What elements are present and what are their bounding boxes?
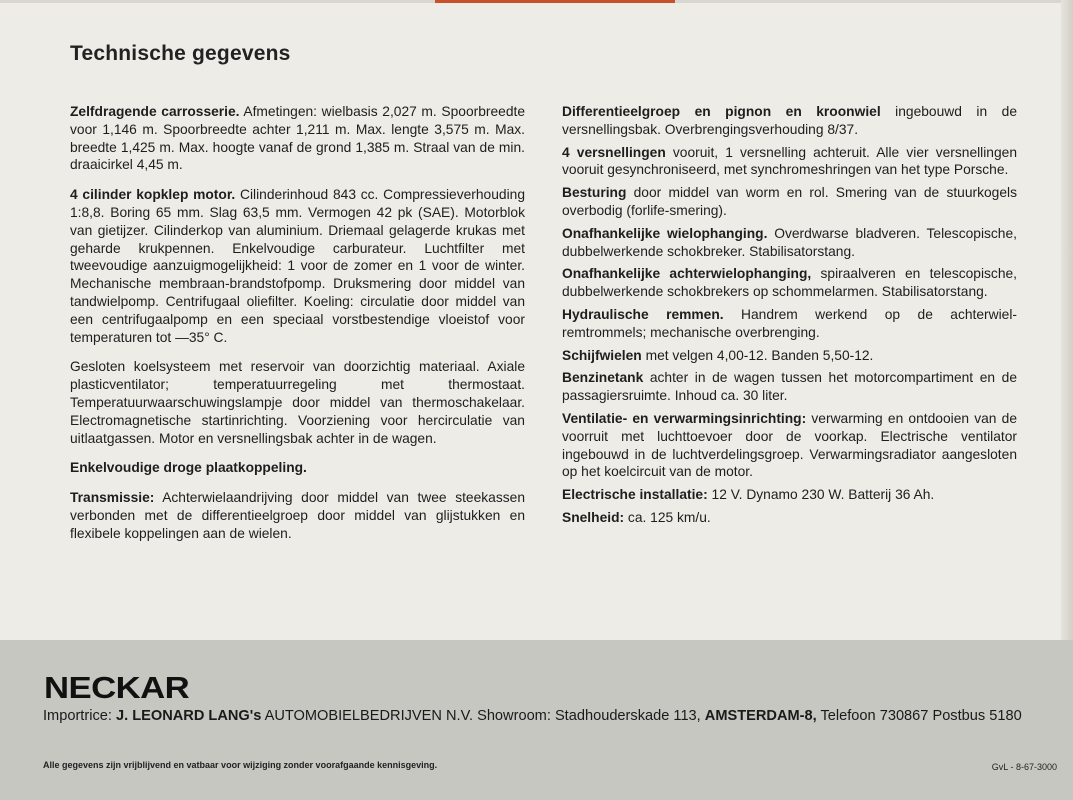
spec-paragraph xyxy=(70,459,525,477)
spec-heading: Onafhankelijke wielophanging. xyxy=(562,225,768,241)
spec-heading: 4 cilinder kopklep motor. xyxy=(70,187,236,203)
spec-heading: Transmissie: xyxy=(70,490,155,506)
spec-paragraph xyxy=(70,103,525,174)
spec-paragraph xyxy=(562,306,1017,342)
spec-paragraph xyxy=(562,347,1017,365)
spec-paragraph xyxy=(562,144,1017,180)
disclaimer-note: Alle gegevens zijn vrijblijvend en vatbaar voor wijziging zonder voorafgaande kennisgeving. xyxy=(43,760,438,770)
left-spec-column xyxy=(70,103,525,555)
spec-heading: Electrische installatie: xyxy=(562,487,708,503)
spec-heading: Zelfdragende carrosserie. xyxy=(70,104,240,119)
spec-text: door middel van worm en rol. Smering van de stuurkogels overbodig (forlife-smering). xyxy=(562,185,1017,218)
spec-text: Overdwarse bladveren. Telescopische, dubbelwerkende schokbreker. Stabilisatorstang. xyxy=(562,225,1017,259)
spec-text: Gesloten koelsysteem met reservoir van doorzichtig materiaal. Axiale plasticventilator; temperatuurregeling met thermostaat. Temperatuurwaarschuwingslampje door middel van thermoschakelaar. Electromagnetische startinrichting. Voorziening voor hercirculatie van uitlaatgassen. Motor en versnellingsbak achter in de wagen. xyxy=(70,359,525,446)
spec-text: Achterwielaandrijving door middel van twee steekassen verbonden met de differentieelgroep door middel van glijstukken en flexibele koppelingen aan de wielen. xyxy=(70,490,525,541)
spec-paragraph xyxy=(562,369,1017,405)
spec-text: 12 V. Dynamo 230 W. Batterij 36 Ah. xyxy=(707,487,935,503)
spec-text: spiraalveren en telescopische, dubbelwerkende schokbrekers op schommelarmen. Stabilisatorstang. xyxy=(562,266,1018,300)
spec-heading: Differentieelgroep en pignon en kroonwiel xyxy=(562,104,881,119)
spec-text: Cilinderinhoud 843 cc. Compressieverhouding 1:8,8. Boring 65 mm. Slag 63,5 mm. Vermogen 42 pk (SAE). Motorblok van gietijzer. Cilinderkop van aluminium. Driemaal gelagerde krukas met geharde krukpennen. Enkelvoudige carburateur. Luchtfilter met tweevoudige aanzuigmogelijkheid: 1 voor de zomer en 1 voor de winter. Mechanische membraan-brandstofpomp. Druksmering door middel van tandwielpomp. Centrifugaal oliefilter. Koeling: circulatie door middel van een centrifugaalpomp en een speciaal vorstbestendige vloeistof voor temperaturen tot —35° C. xyxy=(70,187,525,345)
page-edge-shadow xyxy=(1061,0,1073,640)
spec-heading: Snelheid: xyxy=(562,509,625,525)
spec-paragraph xyxy=(562,103,1017,139)
spec-text: verwarming en ontdooien van de voorruit met luchttoevoer door de voorkap. Electrische ventilator ingebouwd in de luchtverdelingsgroep. Verwarmingsradiator aangesloten op het koelcircuit van de motor. xyxy=(562,410,1017,480)
importer-company: AUTOMOBIELBEDRIJVEN N.V. Showroom: Stadhouderskade 113, xyxy=(261,708,705,724)
spec-heading: 4 versnellingen xyxy=(562,144,666,160)
spec-heading: Benzinetank xyxy=(562,370,644,386)
spec-text: achter in de wagen tussen het motorcompartiment en de passagiersruimte. Inhoud ca. 30 liter. xyxy=(562,370,1017,404)
spec-heading: Besturing xyxy=(562,185,627,201)
top-accent-bar xyxy=(435,0,675,3)
spec-text: ca. 125 km/u. xyxy=(624,509,711,525)
spec-heading: Hydraulische remmen. xyxy=(562,306,724,322)
spec-paragraph xyxy=(70,489,525,542)
print-code: GvL - 8-67-3000 xyxy=(991,762,1057,772)
importer-city: AMSTERDAM-8, xyxy=(704,708,817,724)
spec-paragraph xyxy=(70,358,525,447)
spec-paragraph xyxy=(562,184,1017,220)
spec-text: Afmetingen: wielbasis 2,027 m. Spoorbreedte voor 1,146 m. Spoorbreedte achter 1,211 m. Max. lengte 3,575 m. Max. breedte 1,425 m. Max. hoogte vanaf de grond 1,385 m. Straal van de min. draaicirkel 4,45 m. xyxy=(70,104,526,173)
importer-contact: Telefoon 730867 Postbus 5180 xyxy=(816,708,1022,724)
spec-text: ingebouwd in de versnellingsbak. Overbrengingsverhouding 8/37. xyxy=(562,104,1017,137)
spec-text: Handrem werkend op de achterwiel-remtrommels; mechanische overbrenging. xyxy=(562,306,1017,340)
spec-heading: Onafhankelijke achterwielophanging, xyxy=(562,266,812,282)
importer-address-line xyxy=(43,708,1063,724)
spec-heading: Enkelvoudige droge plaatkoppeling. xyxy=(70,460,307,476)
spec-paragraph xyxy=(562,265,1017,301)
spec-paragraph xyxy=(70,186,525,346)
top-edge-strip xyxy=(0,0,1073,3)
page-title: Technische gegevens xyxy=(70,42,291,65)
spec-heading: Schijfwielen xyxy=(562,347,642,363)
spec-heading: Ventilatie- en verwarmingsinrichting: xyxy=(562,410,807,426)
spec-paragraph xyxy=(562,486,1017,504)
importer-prefix: Importrice: xyxy=(43,708,116,724)
spec-paragraph xyxy=(562,410,1017,481)
importer-name: J. LEONARD LANG's xyxy=(115,708,262,724)
importer-footer xyxy=(0,640,1073,800)
spec-text: vooruit, 1 versnelling achteruit. Alle vier versnellingen vooruit gesynchroniseerd, met synchromeshringen van het type Porsche. xyxy=(562,144,1018,178)
neckar-logo: NECKAR xyxy=(44,670,190,705)
spec-paragraph xyxy=(562,225,1017,261)
right-spec-column xyxy=(562,103,1017,532)
spec-text: met velgen 4,00-12. Banden 5,50-12. xyxy=(641,347,874,363)
spec-paragraph xyxy=(562,509,1017,527)
